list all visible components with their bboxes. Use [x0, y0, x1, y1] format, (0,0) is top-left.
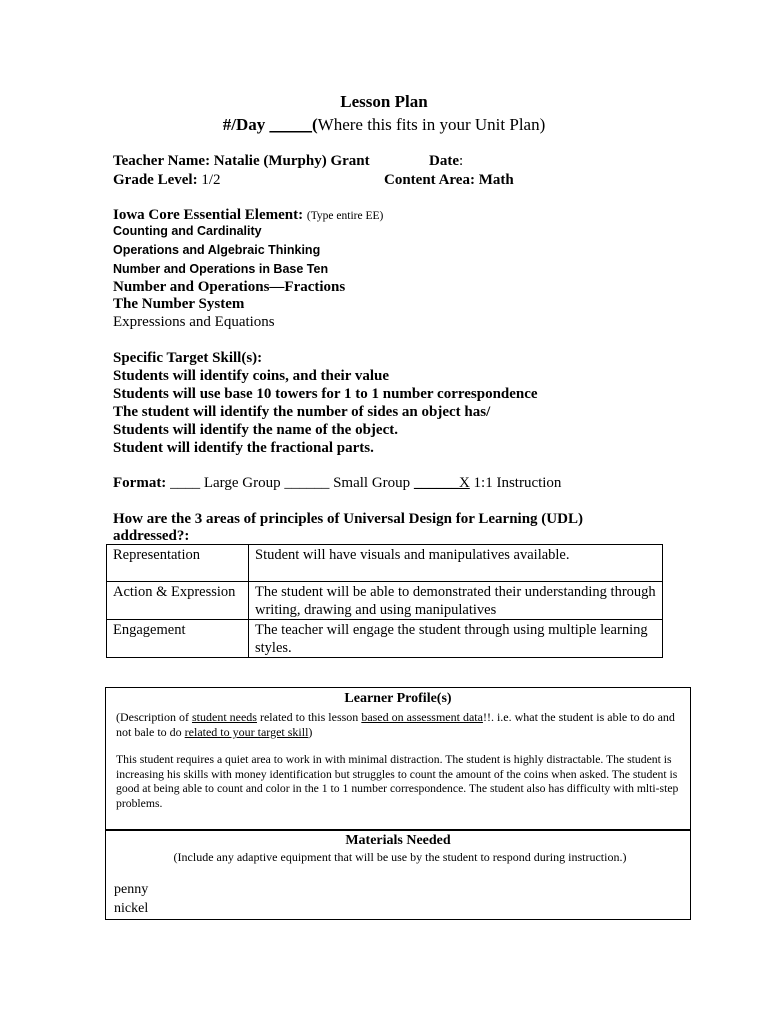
format-label: Format:	[113, 475, 171, 491]
core-item: Number and Operations in Base Ten	[113, 262, 329, 276]
udl-area-cell: Engagement	[107, 620, 249, 658]
content-area: Content Area: Math	[384, 172, 514, 188]
instr-underlined: student needs	[191, 710, 257, 724]
instr-text: !!. i.e. what the student is able to do and not bale to do	[116, 710, 675, 739]
core-item: Number and Operations—Fractions	[113, 279, 346, 295]
grade-label: Grade Level:	[113, 172, 202, 188]
instr-underlined: based on assessment data	[361, 710, 483, 724]
page-title: Lesson Plan	[340, 92, 428, 111]
list-item: nickel	[114, 901, 149, 916]
target-skill-item: Student will identify the fractional parts.	[113, 440, 374, 456]
instr-underlined: related to your target skill	[184, 725, 309, 739]
grade-level	[113, 171, 220, 189]
materials-title: Materials Needed	[345, 833, 451, 848]
target-skill-heading: Specific Target Skill(s):	[113, 350, 263, 366]
day-blank: _____	[269, 115, 312, 134]
teacher-name: Teacher Name: Natalie (Murphy) Grant	[113, 153, 370, 169]
instr-text: )	[308, 725, 313, 739]
day-paren: (	[312, 115, 318, 134]
materials-box	[105, 829, 691, 920]
learner-profile-title: Learner Profile(s)	[344, 691, 452, 706]
udl-question: How are the 3 areas of principles of Universal Design for Learning (UDL)	[113, 511, 583, 527]
format-selected-mark: X	[458, 475, 470, 491]
target-skill-item: Students will identify the name of the object.	[113, 422, 398, 438]
udl-area-cell: Action & Expression	[107, 582, 249, 620]
target-skill-item: Students will identify coins, and their value	[113, 368, 390, 384]
list-item: penny	[114, 882, 149, 897]
day-description: Where this fits in your Unit Plan)	[317, 115, 546, 134]
instr-text: (Description of	[116, 710, 192, 724]
table-row	[107, 545, 663, 582]
udl-table	[106, 544, 663, 658]
format-blank-one-on-one: ______	[413, 475, 459, 491]
day-line	[0, 115, 768, 135]
table-row	[107, 582, 663, 620]
format-line	[113, 474, 561, 492]
table-row	[107, 620, 663, 658]
target-skill-item: Students will use base 10 towers for 1 to 1 number correspondence	[113, 386, 538, 402]
core-hint: (Type entire EE)	[306, 210, 384, 222]
core-item: Expressions and Equations	[113, 314, 275, 330]
core-item: Operations and Algebraic Thinking	[113, 243, 321, 257]
udl-question-cont: addressed?:	[113, 528, 190, 544]
materials-subtitle: (Include any adaptive equipment that will be use by the student to respond during instruction.)	[173, 850, 627, 864]
udl-text-cell: The student will be able to demonstrated their understanding through writing, drawing and using manipulatives	[249, 582, 663, 620]
day-prefix: #/Day	[222, 115, 270, 134]
udl-area-cell: Representation	[107, 545, 249, 582]
udl-text-cell: Student will have visuals and manipulatives available.	[249, 545, 663, 582]
core-element-heading	[113, 206, 383, 225]
learner-profile-body: This student requires a quiet area to work in with minimal distraction. The student is highly distractable. The student is increasing his skills with money identification but struggles to count the amount of the coins when asked. The student is good at being able to count and color in the 1 to 1 number correspondence. The student also has difficulty with mlti-step problems.	[116, 753, 679, 810]
format-blank-small: ______	[284, 475, 330, 491]
instr-text: related to this lesson	[256, 710, 362, 724]
format-small-group: Small Group	[329, 475, 414, 491]
format-blank-large: ____	[170, 475, 201, 491]
core-label: Iowa Core Essential Element:	[113, 207, 307, 223]
learner-profile-instructions	[116, 710, 684, 740]
date-colon: :	[459, 153, 464, 169]
format-one-on-one: 1:1 Instruction	[469, 475, 562, 491]
target-skill-item: The student will identify the number of sides an object has/	[113, 404, 491, 420]
grade-value: 1/2	[201, 172, 221, 188]
core-item: Counting and Cardinality	[113, 224, 262, 238]
date-label: Date	[429, 153, 459, 169]
format-large-group: Large Group	[200, 475, 285, 491]
core-item: The Number System	[113, 296, 245, 312]
udl-text-cell: The teacher will engage the student through using multiple learning styles.	[249, 620, 663, 658]
learner-profile-box	[105, 687, 691, 831]
date-field	[429, 152, 463, 170]
